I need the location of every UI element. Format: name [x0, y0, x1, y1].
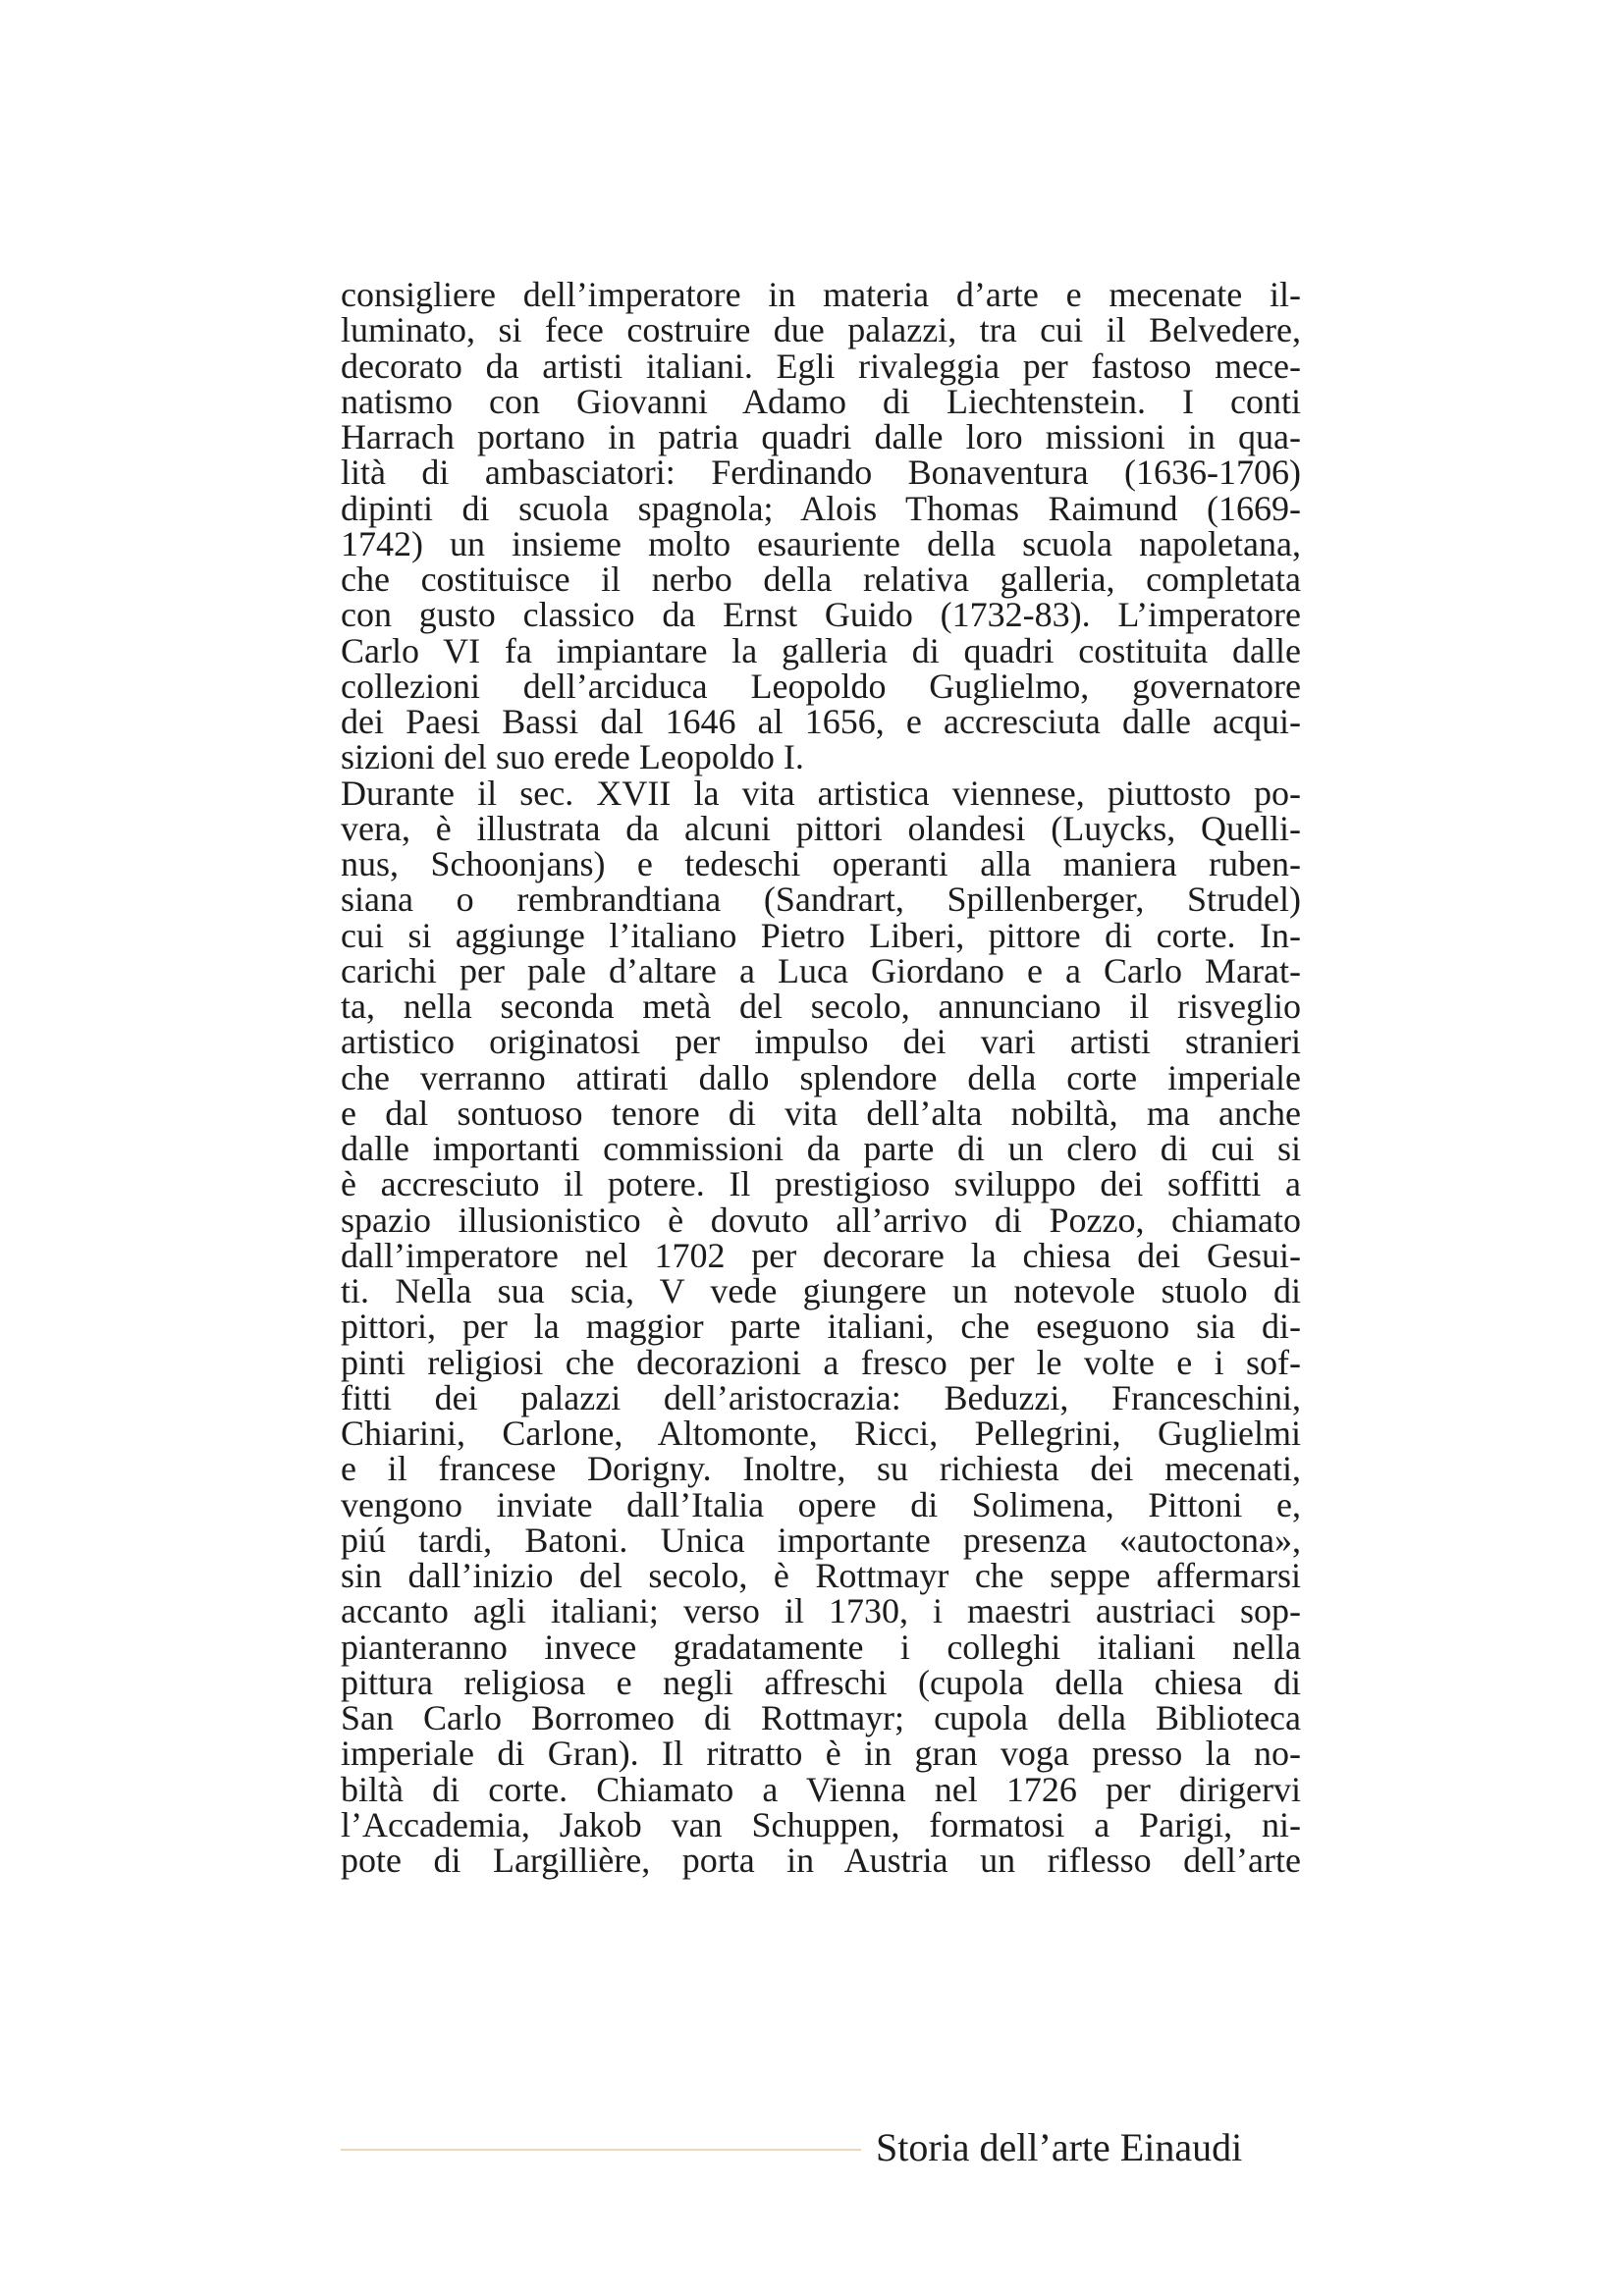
text-line: siana o rembrandtiana (Sandrart, Spillenberger, Strudel) — [341, 880, 1301, 920]
text-line: Chiarini, Carlone, Altomonte, Ricci, Pellegrini, Guglielmi — [341, 1414, 1301, 1453]
text-line: cui si aggiunge l’italiano Pietro Liberi, pittore di corte. In- — [341, 915, 1301, 955]
text-line: fitti dei palazzi dell’aristocrazia: Beduzzi, Franceschini, — [341, 1377, 1301, 1417]
text-line: che costituisce il nerbo della relativa galleria, completata — [341, 560, 1301, 599]
text-line: luminato, si fece costruire due palazzi, tra cui il Belvedere, — [341, 310, 1301, 350]
text-line: sin dall’inizio del secolo, è Rottmayr che seppe affermarsi — [341, 1556, 1301, 1595]
text-line: natismo con Giovanni Adamo di Liechtenstein. I conti — [341, 381, 1301, 421]
text-line: che verranno attirati dallo splendore della corte imperiale — [341, 1057, 1301, 1097]
text-line: Carlo VI fa impiantare la galleria di quadri costituita dalle — [341, 630, 1301, 670]
text-line: Durante il sec. XVII la vita artistica viennese, piuttosto po- — [341, 773, 1301, 813]
text-line: imperiale di Gran). Il ritratto è in gran voga presso la no- — [341, 1734, 1301, 1774]
text-line: lità di ambasciatori: Ferdinando Bonaventura (1636-1706) — [341, 453, 1301, 493]
text-line: pote di Largillière, porta in Austria un riflesso dell’arte — [341, 1841, 1301, 1880]
text-line: pittori, per la maggior parte italiani, che eseguono sia di- — [341, 1307, 1301, 1347]
text-line: spazio illusionistico è dovuto all’arrivo di Pozzo, chiamato — [341, 1200, 1301, 1240]
text-line: ta, nella seconda metà del secolo, annunciano il risveglio — [341, 987, 1301, 1026]
text-line: Harrach portano in patria quadri dalle loro missioni in qua- — [341, 417, 1301, 456]
text-line: e il francese Dorigny. Inoltre, su richiesta dei mecenati, — [341, 1449, 1301, 1489]
body-text — [341, 277, 1301, 1878]
text-line: dall’imperatore nel 1702 per decorare la chiesa dei Gesui- — [341, 1235, 1301, 1275]
text-line: artistico originatosi per impulso dei vari artisti stranieri — [341, 1022, 1301, 1062]
text-line: carichi per pale d’altare a Luca Giordano e a Carlo Marat- — [341, 950, 1301, 990]
text-line: dipinti di scuola spagnola; Alois Thomas Raimund (1669- — [341, 488, 1301, 528]
text-line: consigliere dell’imperatore in materia d’arte e mecenate il- — [341, 275, 1301, 314]
text-line: biltà di corte. Chiamato a Vienna nel 1726 per dirigervi — [341, 1769, 1301, 1809]
text-line: accanto agli italiani; verso il 1730, i maestri austriaci sop- — [341, 1591, 1301, 1631]
text-line: dalle importanti commissioni da parte di un clero di cui si — [341, 1129, 1301, 1168]
text-line: l’Accademia, Jakob van Schuppen, formatosi a Parigi, ni- — [341, 1804, 1301, 1844]
text-line: decorato da artisti italiani. Egli rivaleggia per fastoso mece- — [341, 346, 1301, 386]
text-line: sizioni del suo erede Leopoldo I. — [341, 737, 804, 777]
text-line: dei Paesi Bassi dal 1646 al 1656, e accresciuta dalle acqui- — [341, 702, 1301, 741]
text-line: pittura religiosa e negli affreschi (cupola della chiesa di — [341, 1662, 1301, 1702]
text-line: nus, Schoonjans) e tedeschi operanti alla maniera ruben- — [341, 844, 1301, 883]
text-line: vera, è illustrata da alcuni pittori olandesi (Luycks, Quelli- — [341, 808, 1301, 848]
text-line: vengono inviate dall’Italia opere di Solimena, Pittoni e, — [341, 1484, 1301, 1524]
text-line: con gusto classico da Ernst Guido (1732-83). L’imperatore — [341, 595, 1301, 635]
text-line: e dal sontuoso tenore di vita dell’alta nobiltà, ma anche — [341, 1093, 1301, 1133]
text-line: San Carlo Borromeo di Rottmayr; cupola della Biblioteca — [341, 1698, 1301, 1737]
text-line: piú tardi, Batoni. Unica importante presenza «autoctona», — [341, 1520, 1301, 1560]
text-line: 1742) un insieme molto esauriente della scuola napoletana, — [341, 523, 1301, 563]
text-line: pianteranno invece gradatamente i colleghi italiani nella — [341, 1627, 1301, 1667]
text-line: collezioni dell’arciduca Leopoldo Guglielmo, governatore — [341, 666, 1301, 706]
text-line: è accresciuto il potere. Il prestigioso sviluppo dei soffitti a — [341, 1164, 1301, 1204]
text-line: pinti religiosi che decorazioni a fresco per le volte e i sof- — [341, 1342, 1301, 1382]
footer-divider — [341, 2149, 861, 2151]
text-line: ti. Nella sua scia, V vede giungere un notevole stuolo di — [341, 1271, 1301, 1310]
footer-publication-title: Storia dell’arte Einaudi — [876, 2125, 1243, 2169]
